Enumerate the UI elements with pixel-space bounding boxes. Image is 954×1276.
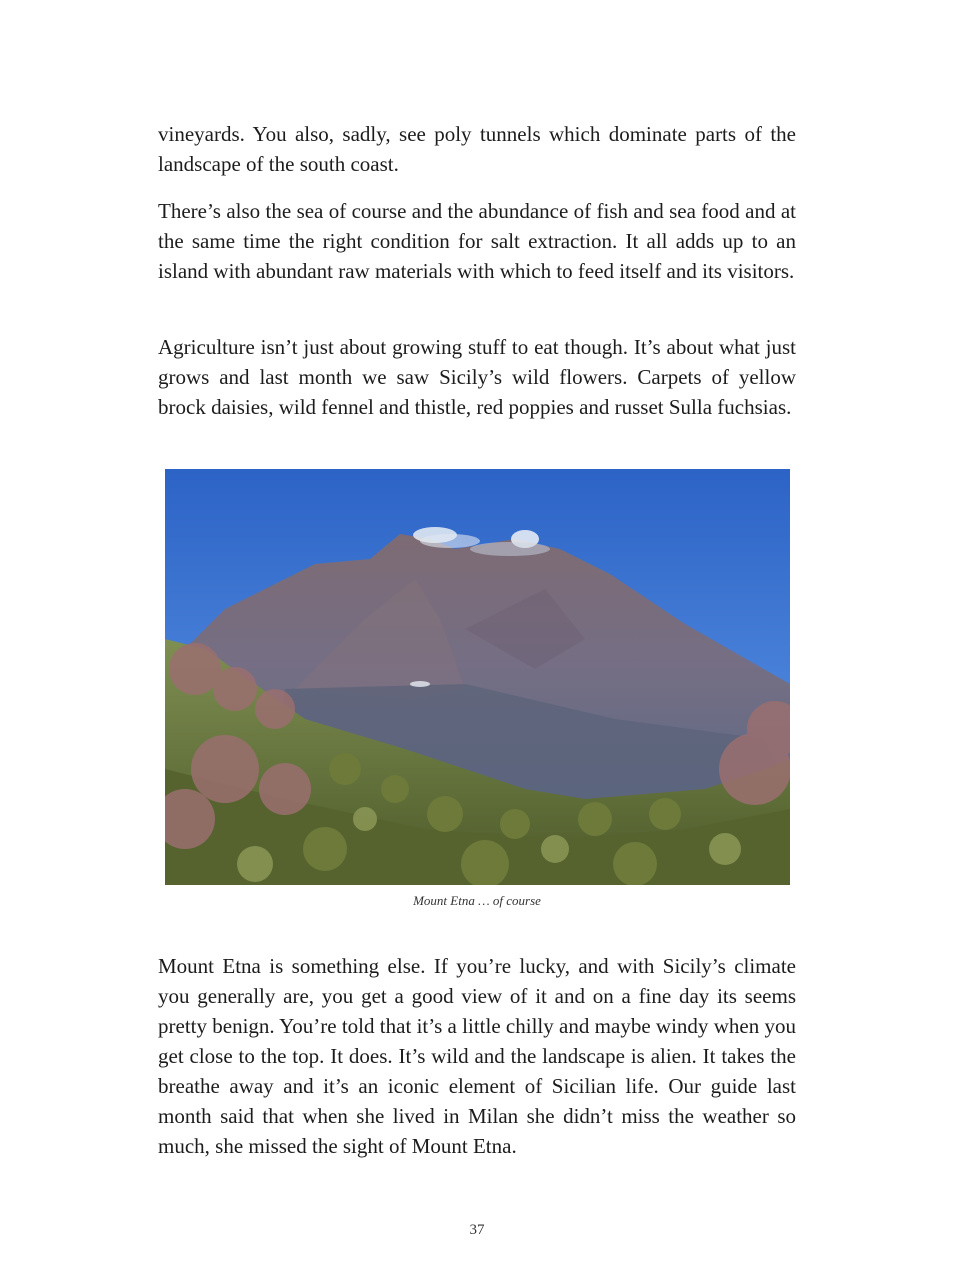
mount-etna-photo [165,469,790,885]
paragraph-1: vineyards. You also, sadly, see poly tunnels which dominate parts of the landscape of the south coast. [158,122,796,176]
paragraph-3: Agriculture isn’t just about growing stuff to eat though. It’s about what just grows and last month we saw Sicily’s wild flowers. Carpets of yellow brock daisies, wild fennel and thistle, red poppies and russet Sulla fuchsias. [158,335,796,419]
page-number: 37 [469,1222,485,1238]
paragraph-2: There’s also the sea of course and the abundance of fish and sea food and at the same time the right condition for salt extraction. It all adds up to an island with abundant raw materials with which to feed itself and its visitors. [158,199,796,283]
figure-caption: Mount Etna … of course [413,893,541,908]
paragraph-4: Mount Etna is something else. If you’re lucky, and with Sicily’s climate you generally are, you get a good view of it and on a fine day its seems pretty benign. You’re told that it’s a little chilly and maybe windy when you get close to the top. It does. It’s wild and the landscape is alien. It takes the breathe away and it’s an iconic element of Sicilian life. Our guide last month said that when she lived in Milan she didn’t miss the weather so much, she missed the sight of Mount Etna. [158,954,796,1158]
